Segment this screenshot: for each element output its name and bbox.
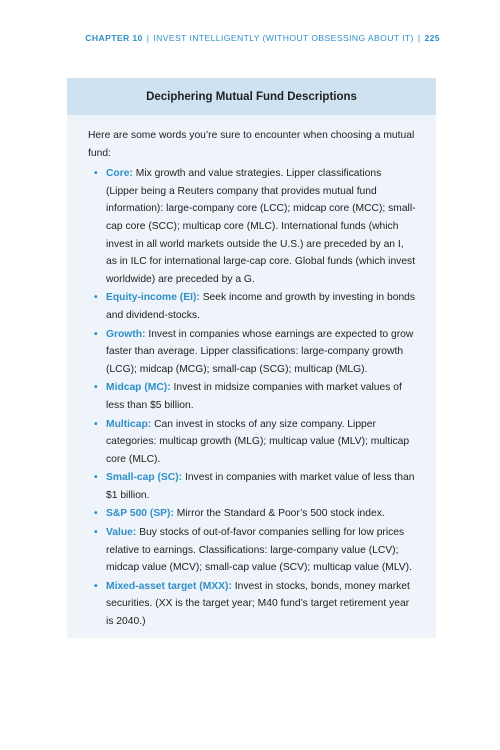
list-item	[88, 379, 416, 414]
term-description: Invest in companies with market value of less than $1 billion.	[106, 472, 415, 501]
term-label: Equity-income (EI):	[106, 292, 200, 304]
term-label: Mixed-asset target (MXX):	[106, 580, 232, 592]
bullet-icon: •	[94, 508, 98, 520]
term-description: Mirror the Standard & Poor’s 500 stock index.	[173, 508, 385, 520]
bullet-icon: •	[94, 168, 98, 180]
running-header	[85, 33, 440, 43]
chapter-title: INVEST INTELLIGENTLY (WITHOUT OBSESSING ABOUT IT)	[153, 33, 414, 43]
list-item	[88, 505, 416, 523]
list-item	[88, 289, 416, 324]
intro-paragraph: Here are some words you’re sure to encounter when choosing a mutual fund:	[88, 130, 415, 159]
header-separator: |	[417, 33, 421, 43]
list-item	[88, 165, 416, 288]
term-description: Invest in companies whose earnings are expected to grow faster than average. Lipper classifications: large-company growth (LCG); midcap (MCG); small-cap (SCG); multicap (MLG).	[106, 328, 414, 375]
sidebar-body	[67, 115, 436, 631]
list-item	[88, 416, 416, 469]
term-label: Small-cap (SC):	[106, 472, 183, 484]
term-description: Invest in midsize companies with market values of less than $5 billion.	[106, 382, 402, 411]
sidebar-box	[67, 78, 436, 638]
bullet-icon: •	[94, 418, 98, 430]
term-description: Mix growth and value strategies. Lipper classifications (Lipper being a Reuters company that provides mutual fund information): large-company core (LCC); midcap core (MCC); small-cap core (SCC); multicap core (MLC). International funds (which invest in all world markets outside the U.S.) are preceded by an I, as in ILC for international large-cap core. Global funds (which invest worldwide) are preceded by a G.	[106, 168, 416, 285]
sidebar-title: Deciphering Mutual Fund Descriptions	[146, 90, 357, 103]
term-label: Multicap:	[106, 418, 152, 430]
bullet-icon: •	[94, 382, 98, 394]
bullet-icon: •	[94, 527, 98, 539]
bullet-icon: •	[94, 328, 98, 340]
bullet-icon: •	[94, 580, 98, 592]
term-list	[88, 165, 416, 630]
term-description: Buy stocks of out-of-favor companies selling for low prices relative to earnings. Classifications: large-company value (LCV); midcap value (MCV); small-cap value (SCV); multicap value (MLV).	[106, 527, 412, 574]
chapter-label: CHAPTER 10	[85, 33, 143, 43]
term-description: Can invest in stocks of any size company. Lipper categories: multicap growth (MLG); multicap value (MLV); multicap core (MLC).	[106, 418, 410, 465]
sidebar-title-bar	[67, 78, 436, 115]
term-label: Growth:	[106, 328, 146, 340]
term-label: Core:	[106, 168, 133, 180]
header-separator: |	[146, 33, 150, 43]
term-description: Seek income and growth by investing in bonds and dividend-stocks.	[106, 292, 416, 321]
term-label: S&P 500 (SP):	[106, 508, 174, 520]
bullet-icon: •	[94, 292, 98, 304]
list-item	[88, 524, 416, 577]
list-item	[88, 326, 416, 379]
term-label: Value:	[106, 527, 137, 539]
list-item	[88, 469, 416, 504]
list-item	[88, 578, 416, 631]
term-label: Midcap (MC):	[106, 382, 171, 394]
term-description: Invest in stocks, bonds, money market securities. (XX is the target year; M40 fund’s target retirement year is 2040.)	[106, 580, 410, 628]
page-number: 225	[424, 33, 440, 43]
bullet-icon: •	[94, 472, 98, 484]
